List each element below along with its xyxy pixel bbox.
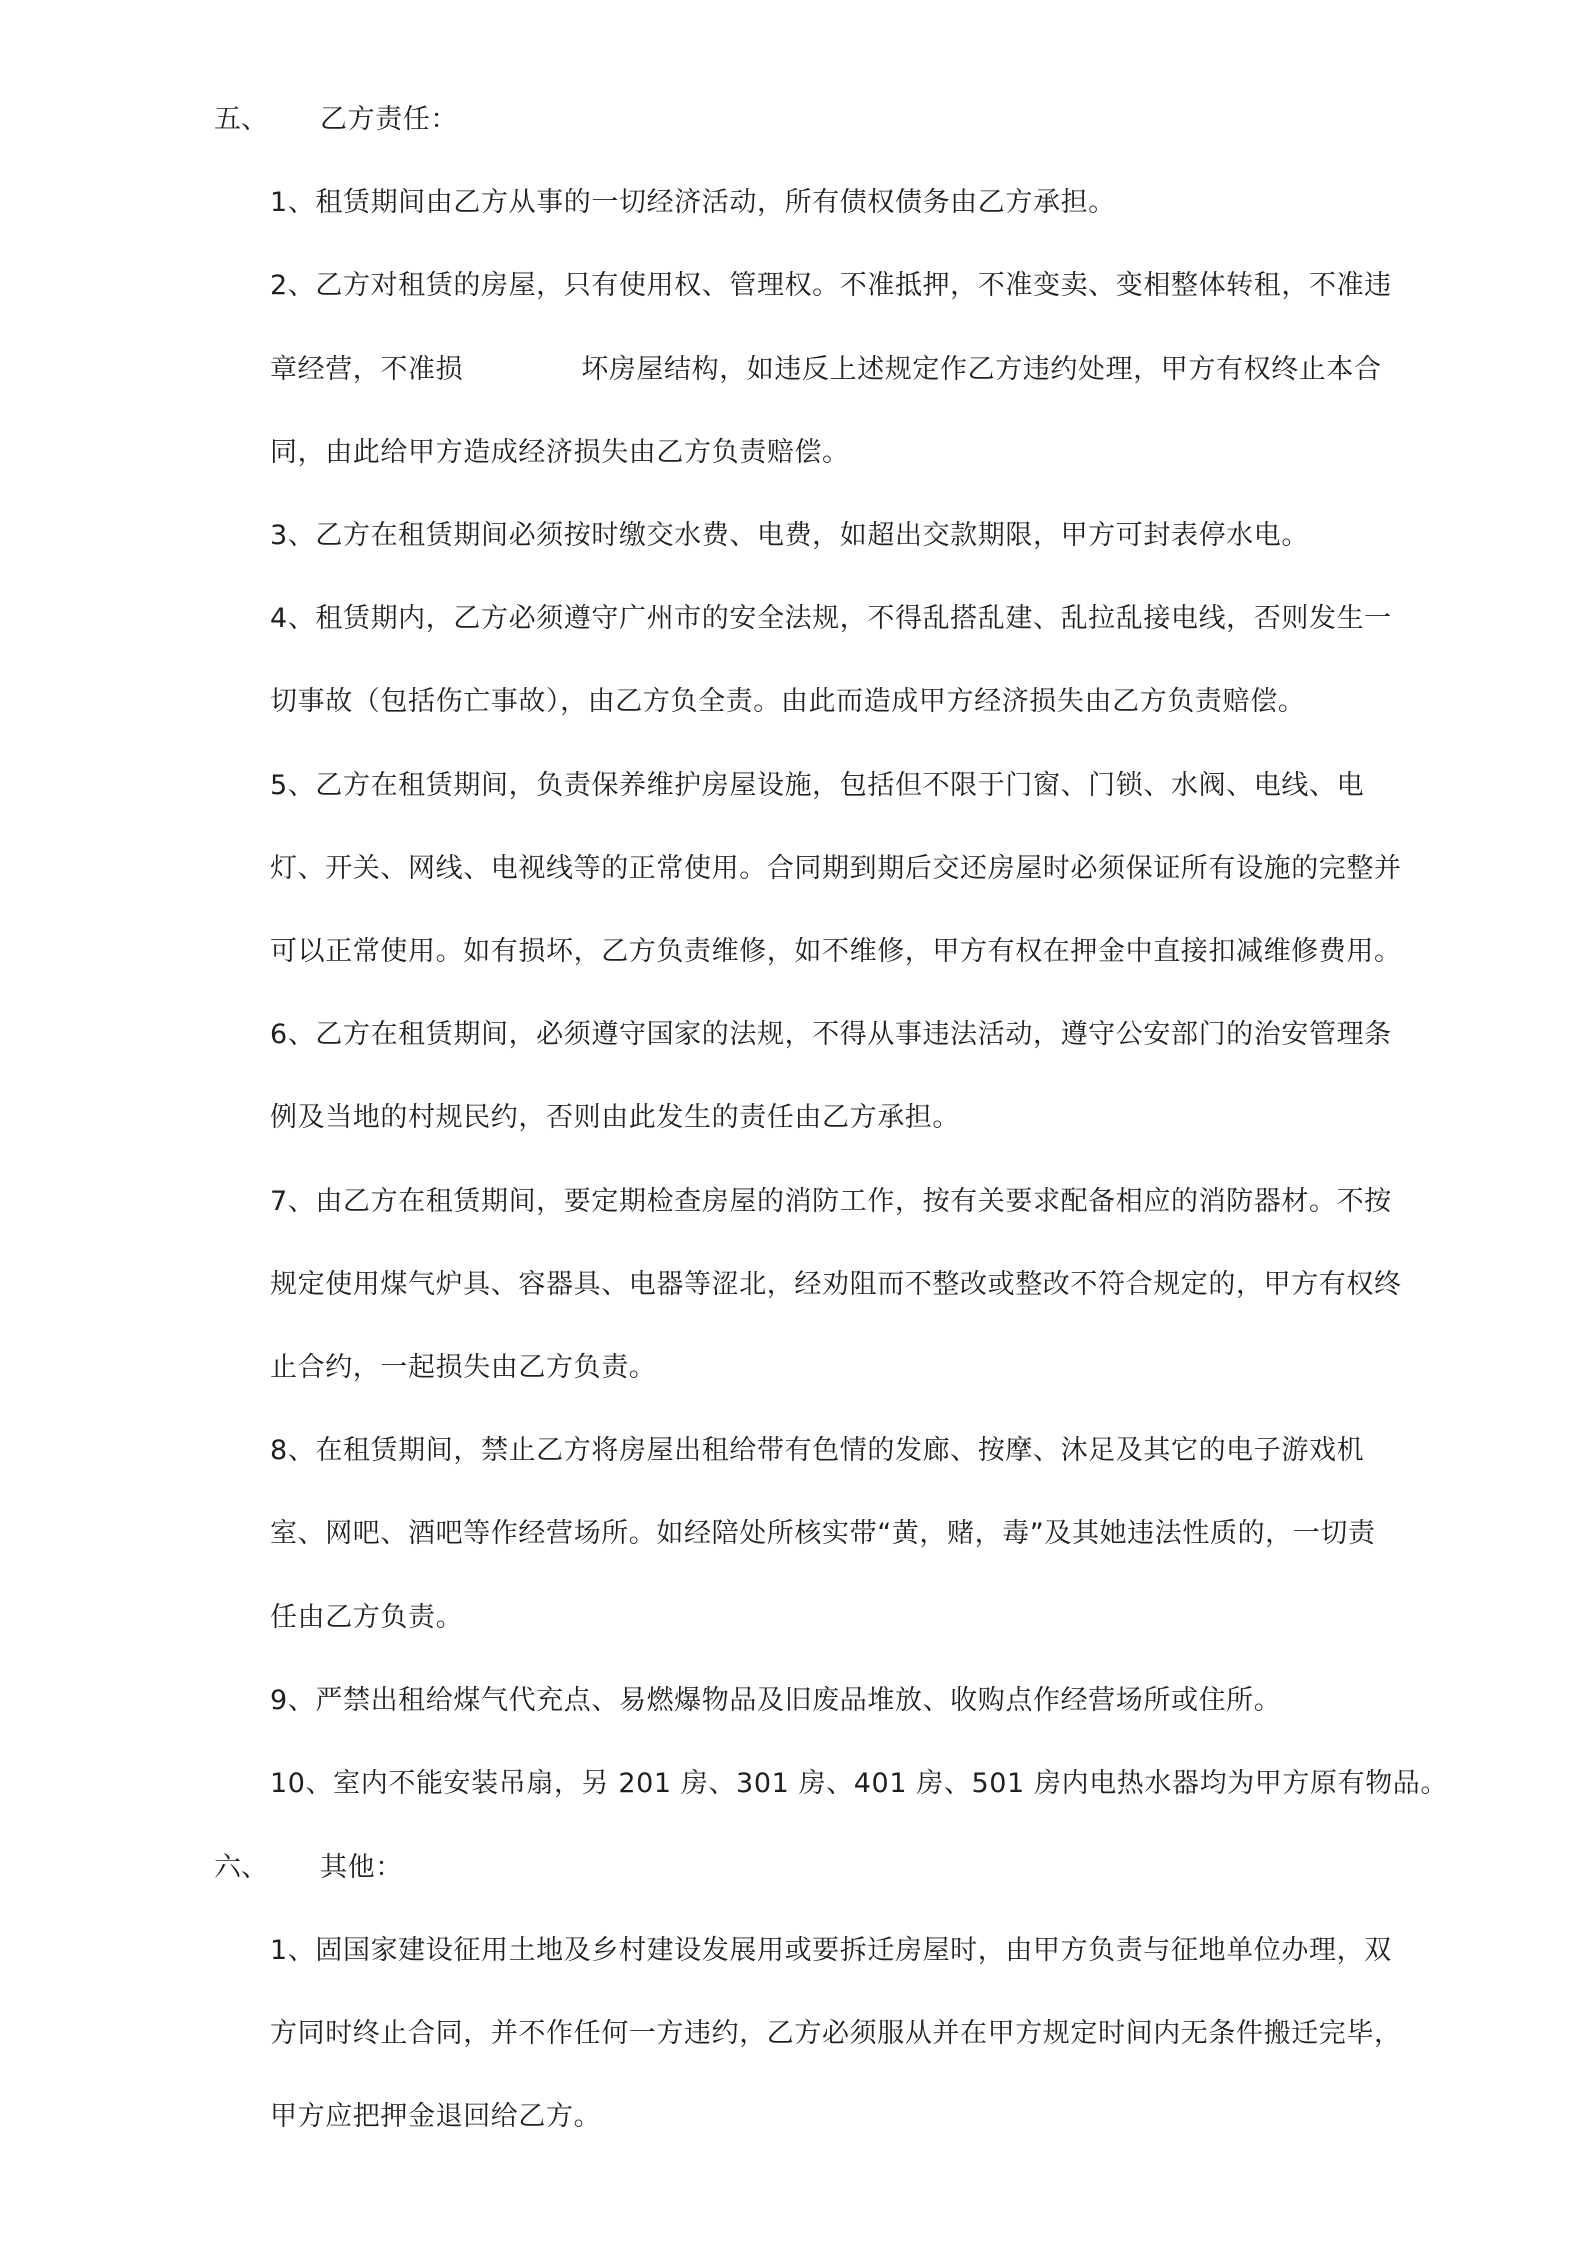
text-line: 切事故（包括伤亡事故），由乙方负全责。由此而造成甲方经济损失由乙方负责赔偿。 — [270, 686, 1306, 717]
section-number: 六、 — [214, 1852, 268, 1883]
text-line — [270, 352, 1382, 388]
text-segment: 章经营，不准损 — [270, 354, 464, 385]
text-line: 5、乙方在租赁期间，负责保养维护房屋设施，包括但不限于门窗、门锁、水阀、电线、电 — [270, 770, 1365, 801]
text-line: 止合约，一起损失由乙方负责。 — [270, 1352, 657, 1383]
text-line: 例及当地的村规民约，否则由此发生的责任由乙方承担。 — [270, 1102, 960, 1133]
text-line: 7、由乙方在租赁期间，要定期检查房屋的消防工作，按有关要求配备相应的消防器材。不按 — [270, 1186, 1392, 1217]
text-line: 6、乙方在租赁期间，必须遵守国家的法规，不得从事违法活动，遵守公安部门的治安管理条 — [270, 1019, 1392, 1050]
section-number: 五、 — [214, 104, 268, 135]
text-line: 3、乙方在租赁期间必须按时缴交水费、电费，如超出交款期限，甲方可封表停水电。 — [270, 520, 1309, 551]
text-line: 规定使用煤气炉具、容器具、电器等涩北，经劝阻而不整改或整改不符合规定的，甲方有权终 — [270, 1269, 1402, 1300]
text-segment: 坏房屋结构，如违反上述规定作乙方违约处理，甲方有权终止本合 — [581, 354, 1382, 385]
text-line: 4、租赁期内，乙方必须遵守广州市的安全法规，不得乱搭乱建、乱拉乱接电线，否则发生一 — [270, 603, 1392, 634]
text-line: 1、固国家建设征用土地及乡村建设发展用或要拆迁房屋时，由甲方负责与征地单位办理，双 — [270, 1935, 1392, 1966]
text-line: 8、在租赁期间，禁止乙方将房屋出租给带有色情的发廊、按摩、沐足及其它的电子游戏机 — [270, 1435, 1365, 1466]
text-line: 灯、开关、网线、电视线等的正常使用。合同期到期后交还房屋时必须保证所有设施的完整并 — [270, 853, 1402, 884]
text-line: 可以正常使用。如有损坏，乙方负责维修，如不维修，甲方有权在押金中直接扣减维修费用。 — [270, 936, 1402, 967]
text-line: 室、网吧、酒吧等作经营场所。如经陪处所核实带“黄，赌，毒”及其她违法性质的，一切责 — [270, 1518, 1376, 1549]
text-line: 1、租赁期间由乙方从事的一切经济活动，所有债权债务由乙方承担。 — [270, 187, 1116, 218]
text-line: 任由乙方负责。 — [270, 1602, 464, 1633]
text-line: 同，由此给甲方造成经济损失由乙方负责赔偿。 — [270, 437, 850, 468]
text-line: 2、乙方对租赁的房屋，只有使用权、管理权。不准抵押，不准变卖、变相整体转租，不准违 — [270, 270, 1392, 301]
text-line: 9、严禁出租给煤气代充点、易燃爆物品及旧废品堆放、收购点作经营场所或住所。 — [270, 1685, 1282, 1716]
section-title: 乙方责任： — [320, 104, 458, 135]
text-line: 方同时终止合同，并不作任何一方违约，乙方必须服从并在甲方规定时间内无条件搬迁完毕， — [270, 2018, 1402, 2049]
section-title: 其他： — [320, 1852, 403, 1883]
text-line: 甲方应把押金退回给乙方。 — [270, 2101, 602, 2132]
text-line: 10、室内不能安装吊扇，另 201 房、301 房、401 房、501 房内电热水器均为甲方原有物品。 — [270, 1768, 1449, 1799]
